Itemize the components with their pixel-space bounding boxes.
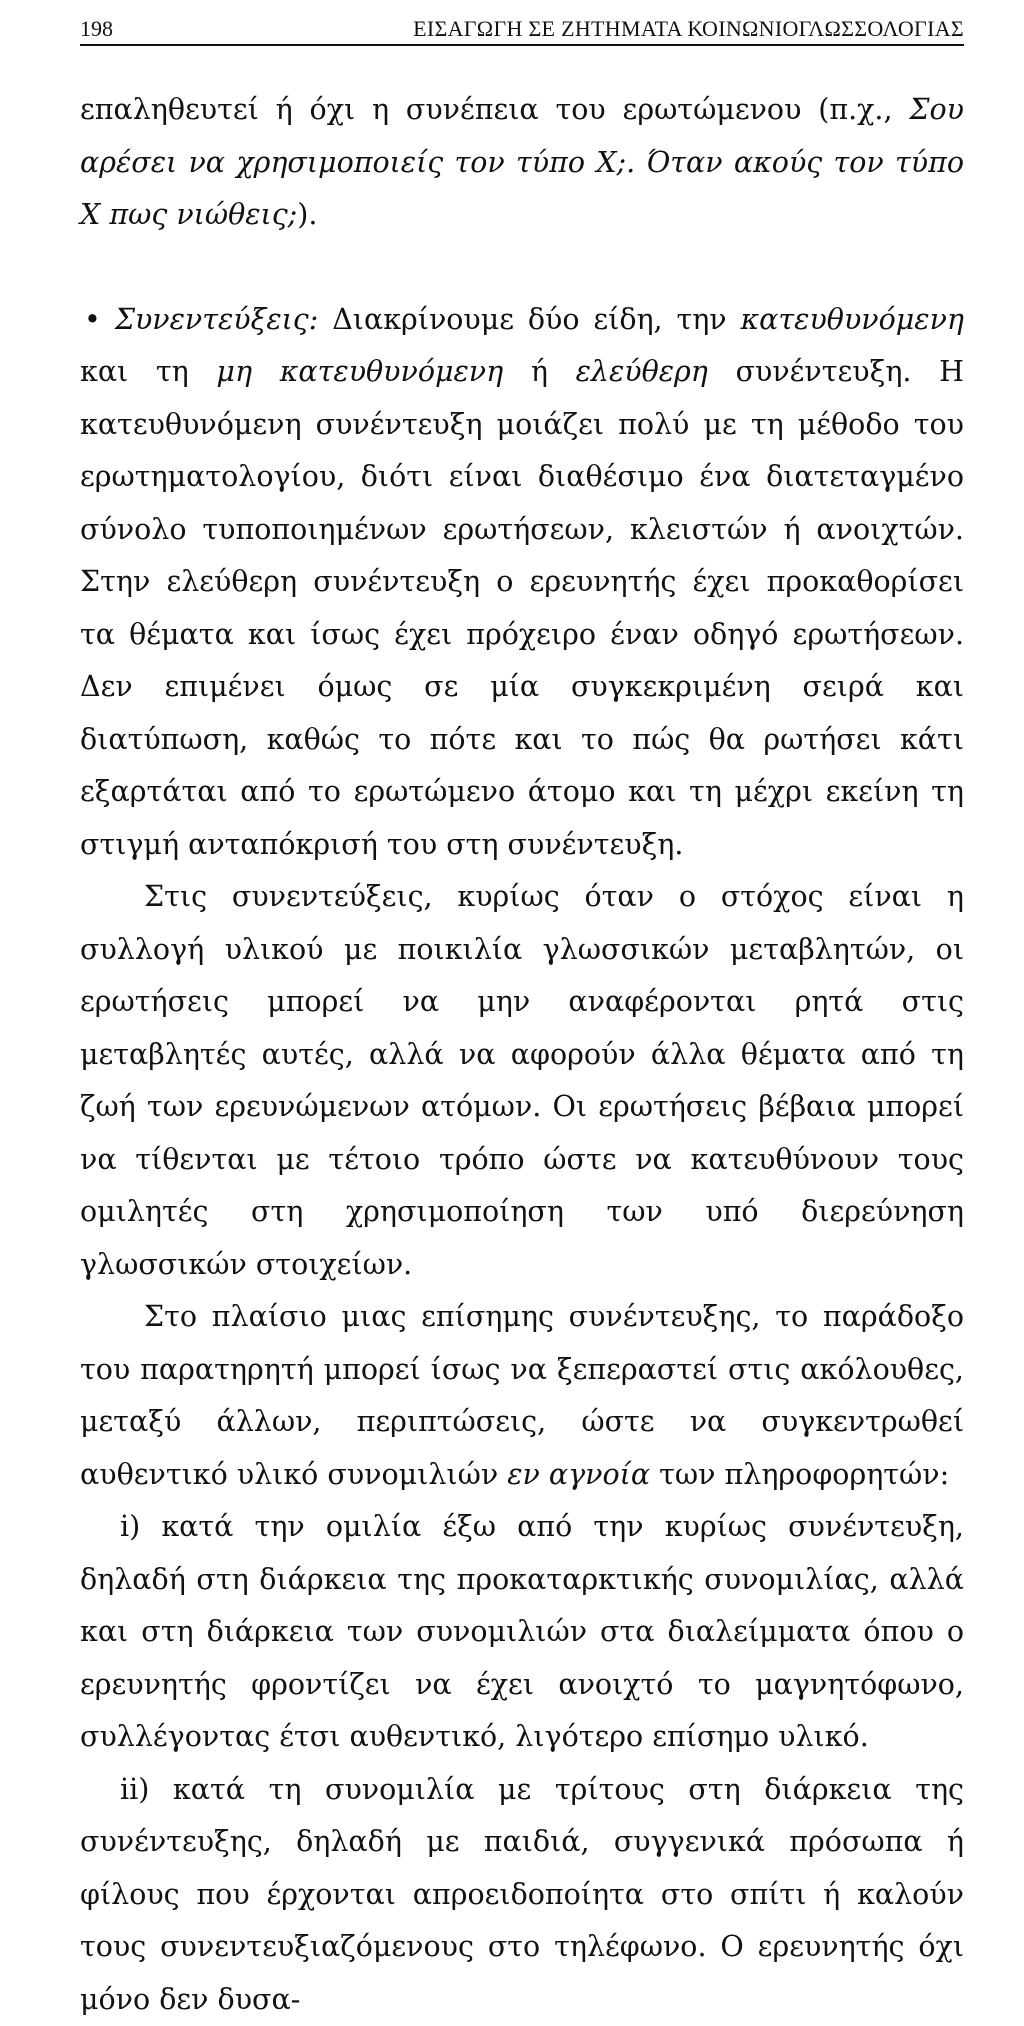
paragraph-4-text-a: Στο πλαίσιο μιας επίσημης συνέντευξης, το παράδοξο του παρατηρητή μπορεί ίσως να ξεπεραστεί στις ακόλουθες, μεταξύ άλλων, περιπτώσεις, ώστε να συγκεντρωθεί αυθεντικό υλικό συνομιλιών bbox=[80, 1300, 964, 1491]
term-free: ελεύθερη bbox=[576, 355, 708, 388]
bullet: • bbox=[84, 303, 101, 336]
interviews-text-d: συνέντευξη. Η κατευθυνόμενη συνέντευξη μοιάζει πολύ με τη μέθοδο του ερωτηματολογίου, διότι είναι διαθέσιμο ένα διατεταγμένο σύνολο τυποποιημένων ερωτήσεων, κλειστών ή ανοιχτών. Στην ελεύθερη συνέντευξη ο ερευνητής έχει προκαθορίσει τα θέματα και ίσως έχει πρόχειρο έναν οδηγό ερωτήσεων. Δεν επιμένει όμως σε μία συγκεκριμένη σειρά και διατύπωση, καθώς το πότε και το πώς θα ρωτήσει κάτι εξαρτάται από το ερωτώμενο άτομο και τη μέχρι εκείνη τη στιγμή ανταπόκρισή του στη συνέντευξη. bbox=[80, 355, 964, 861]
interviews-text-c: ή bbox=[503, 355, 575, 388]
page-number: 198 bbox=[80, 14, 113, 44]
term-non-directed: μη κατευθυνόμενη bbox=[216, 355, 503, 388]
paragraph-1-text-a: επαληθευτεί ή όχι η συνέπεια του ερωτώμενου (π.χ., bbox=[80, 93, 909, 126]
interviews-text-b: και τη bbox=[80, 355, 216, 388]
paragraph-interviews bbox=[80, 294, 964, 872]
paragraph-4-text-b: των πληροφορητών: bbox=[650, 1458, 949, 1491]
interviews-term: Συνεντεύξεις: bbox=[115, 303, 319, 336]
paragraph-1-text-b: ). bbox=[297, 198, 317, 231]
list-item-i: i) κατά την ομιλία έξω από την κυρίως συνέντευξη, δηλαδή στη διάρκεια της προκαταρκτικής συνομιλίας, αλλά και στη διάρκεια των συνομιλιών στα διαλείμματα όπου ο ερευνητής φροντίζει να έχει ανοιχτό το μαγνητόφωνο, συλλέγοντας έτσι αυθεντικό, λιγότερο επίσημο υλικό. bbox=[80, 1501, 964, 1764]
running-title: ΕΙΣΑΓΩΓΗ ΣΕ ΖΗΤΗΜΑΤΑ ΚΟΙΝΩΝΙΟΓΛΩΣΣΟΛΟΓΙΑΣ bbox=[413, 14, 964, 44]
term-directed: κατευθυνόμενη bbox=[740, 303, 964, 336]
list-item-ii: ii) κατά τη συνομιλία με τρίτους στη διάρκεια της συνέντευξης, δηλαδή με παιδιά, συγγενικά πρόσωπα ή φίλους που έρχονται απροειδοποίητα στο σπίτι ή καλούν τους συνεντευξιαζόμενους στο τηλέφωνο. Ο ερευνητής όχι μόνο δεν δυσα- bbox=[80, 1764, 964, 2026]
paragraph-1-example: Σου αρέσει να χρησιμοποιείς τον τύπο Χ;. Όταν ακούς τον τύπο Χ πως νιώθεις; bbox=[80, 93, 964, 231]
paragraph-4 bbox=[80, 1291, 964, 1501]
interviews-text-a: Διακρίνουμε δύο είδη, την bbox=[318, 303, 740, 336]
paragraph-1 bbox=[80, 84, 964, 242]
paragraph-3: Στις συνεντεύξεις, κυρίως όταν ο στόχος είναι η συλλογή υλικού με ποικιλία γλωσσικών μεταβλητών, οι ερωτήσεις μπορεί να μην αναφέρονται ρητά στις μεταβλητές αυτές, αλλά να αφορούν άλλα θέματα από τη ζωή των ερευνώμενων ατόμων. Οι ερωτήσεις βέβαια μπορεί να τίθενται με τέτοιο τρόπο ώστε να κατευθύνουν τους ομιλητές στη χρησιμοποίηση των υπό διερεύνηση γλωσσικών στοιχείων. bbox=[80, 871, 964, 1291]
running-header bbox=[80, 14, 964, 46]
term-en-agnoia: εν αγνοία bbox=[507, 1458, 650, 1491]
body-text bbox=[80, 84, 964, 2026]
